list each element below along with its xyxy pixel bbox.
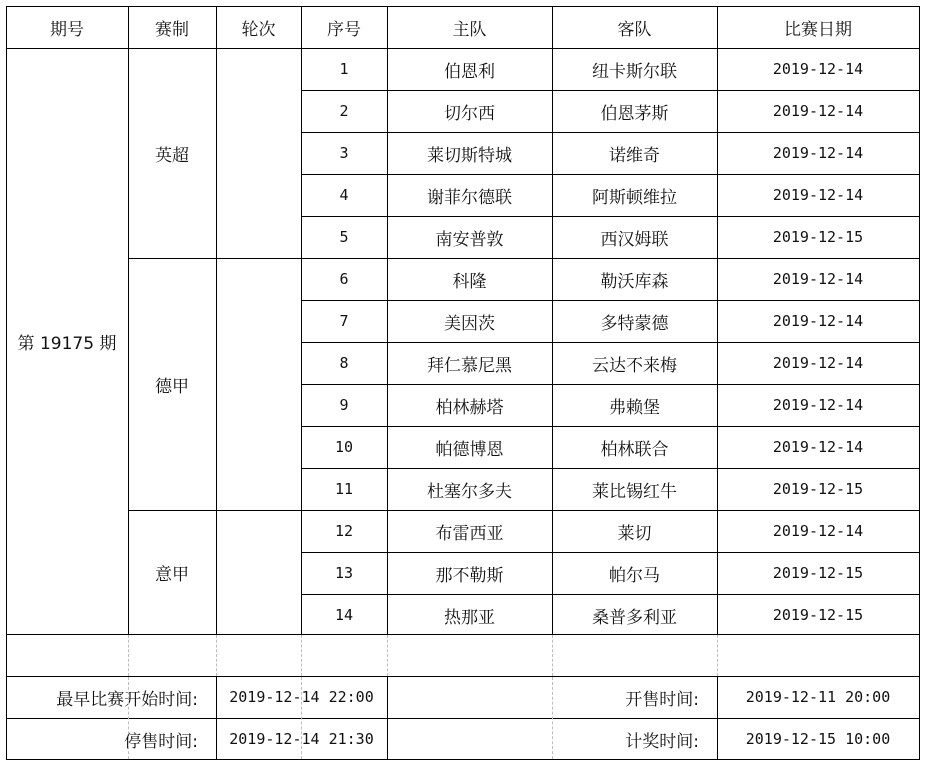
grid-row-line <box>301 342 919 343</box>
match-away: 诺维奇 <box>609 145 660 166</box>
match-date: 2019-12-14 <box>772 144 864 162</box>
grid-footer-top <box>6 676 920 677</box>
match-away: 帕尔马 <box>609 565 660 586</box>
match-seq: 12 <box>334 522 354 540</box>
league-epl: 英超 <box>155 145 189 166</box>
grid-row-line <box>301 258 919 259</box>
grid-row-line <box>301 510 919 511</box>
match-away: 西汉姆联 <box>600 229 669 250</box>
header-date: 比赛日期 <box>784 19 852 40</box>
match-home: 杜塞尔多夫 <box>427 481 512 502</box>
match-home: 柏林赫塔 <box>435 397 504 418</box>
grid-row-line <box>301 216 919 217</box>
match-date: 2019-12-14 <box>772 312 864 330</box>
grid-row-line <box>301 300 919 301</box>
match-seq: 7 <box>339 312 349 330</box>
match-away: 莱切 <box>617 523 652 544</box>
earliest-start-value: 2019-12-14 22:00 <box>229 688 374 706</box>
grid-border-bottom <box>6 759 920 760</box>
grid-dash-v <box>552 677 553 759</box>
grid-row-line <box>301 132 919 133</box>
match-home: 伯恩利 <box>444 61 495 82</box>
match-home: 美因茨 <box>444 313 495 334</box>
match-home: 莱切斯特城 <box>427 145 512 166</box>
grid-row-line <box>301 552 919 553</box>
match-date: 2019-12-14 <box>772 354 864 372</box>
match-seq: 8 <box>339 354 349 372</box>
match-date: 2019-12-14 <box>772 186 864 204</box>
grid-row-line <box>301 468 919 469</box>
match-home: 科隆 <box>452 271 487 292</box>
issue-cell: 第 19175 期 <box>17 333 117 354</box>
match-date: 2019-12-15 <box>772 228 864 246</box>
grid-dash-v <box>128 677 129 759</box>
match-date: 2019-12-14 <box>772 522 864 540</box>
match-home: 南安普敦 <box>435 229 504 250</box>
grid-dash-v <box>552 635 553 676</box>
grid-row-line <box>301 594 919 595</box>
grid-col-line <box>552 6 553 634</box>
header-issue: 期号 <box>50 19 84 40</box>
grid-row-line <box>301 174 919 175</box>
grid-league-line <box>128 258 301 259</box>
match-seq: 10 <box>334 438 354 456</box>
match-away: 莱比锡红牛 <box>592 481 677 502</box>
grid-border-top <box>6 6 920 7</box>
header-seq: 序号 <box>327 19 361 40</box>
match-date: 2019-12-15 <box>772 606 864 624</box>
header-away: 客队 <box>617 19 652 40</box>
grid-league-line <box>128 510 301 511</box>
match-away: 云达不来梅 <box>592 355 677 376</box>
match-date: 2019-12-14 <box>772 438 864 456</box>
match-away: 阿斯顿维拉 <box>592 187 677 208</box>
match-date: 2019-12-14 <box>772 102 864 120</box>
match-seq: 3 <box>339 144 349 162</box>
match-seq: 5 <box>339 228 349 246</box>
match-away: 纽卡斯尔联 <box>592 61 677 82</box>
header-round: 轮次 <box>241 19 276 40</box>
grid-col-line <box>387 6 388 634</box>
grid-footer-col <box>717 676 718 760</box>
grid-row-line <box>301 384 919 385</box>
grid-dash-v <box>301 677 302 759</box>
match-away: 弗赖堡 <box>609 397 660 418</box>
match-date: 2019-12-14 <box>772 396 864 414</box>
match-seq: 11 <box>334 480 354 498</box>
grid-col-line <box>128 6 129 634</box>
sale-stop-value: 2019-12-14 21:30 <box>229 730 374 748</box>
match-date: 2019-12-15 <box>772 480 864 498</box>
match-away: 多特蒙德 <box>600 313 669 334</box>
sale-stop-label: 停售时间: <box>124 731 198 752</box>
grid-header-line <box>6 48 920 49</box>
league-serie-a: 意甲 <box>155 564 189 585</box>
match-home: 切尔西 <box>444 103 495 124</box>
grid-dash-v <box>717 635 718 676</box>
match-date: 2019-12-14 <box>772 270 864 288</box>
earliest-start-label: 最早比赛开始时间: <box>56 689 198 710</box>
match-home: 那不勒斯 <box>435 565 504 586</box>
grid-footer-col <box>216 676 217 760</box>
match-seq: 1 <box>339 60 349 78</box>
prize-calc-value: 2019-12-15 10:00 <box>745 730 891 748</box>
grid-row-line <box>301 426 919 427</box>
match-seq: 9 <box>339 396 349 414</box>
grid-footer-col <box>387 676 388 760</box>
grid-body-bottom <box>6 634 920 635</box>
match-seq: 4 <box>339 186 349 204</box>
grid-col-line <box>216 6 217 634</box>
match-home: 拜仁慕尼黑 <box>427 355 512 376</box>
sale-start-label: 开售时间: <box>625 689 699 710</box>
header-league: 赛制 <box>155 19 189 40</box>
grid-dash-v <box>301 635 302 676</box>
grid-dash-v <box>216 635 217 676</box>
grid-dash-v <box>387 635 388 676</box>
grid-col-line <box>301 6 302 634</box>
grid-row-line <box>301 90 919 91</box>
grid-col-line <box>717 6 718 634</box>
match-seq: 6 <box>339 270 349 288</box>
match-away: 伯恩茅斯 <box>600 103 669 124</box>
match-away: 柏林联合 <box>600 439 669 460</box>
match-home: 热那亚 <box>444 607 495 628</box>
header-home: 主队 <box>452 19 487 40</box>
match-away: 桑普多利亚 <box>592 607 677 628</box>
grid-dash-v <box>128 635 129 676</box>
match-date: 2019-12-14 <box>772 60 864 78</box>
match-home: 帕德博恩 <box>435 439 504 460</box>
match-home: 布雷西亚 <box>435 523 504 544</box>
grid-border-left <box>6 6 7 760</box>
match-date: 2019-12-15 <box>772 564 864 582</box>
match-seq: 2 <box>339 102 349 120</box>
match-away: 勒沃库森 <box>600 271 669 292</box>
grid-border-right <box>919 6 920 760</box>
prize-calc-label: 计奖时间: <box>625 731 699 752</box>
match-seq: 14 <box>334 606 354 624</box>
league-bundesliga: 德甲 <box>155 376 189 397</box>
match-seq: 13 <box>334 564 354 582</box>
match-home: 谢菲尔德联 <box>427 187 512 208</box>
sale-start-value: 2019-12-11 20:00 <box>745 688 891 706</box>
grid-footer-mid <box>6 718 920 719</box>
